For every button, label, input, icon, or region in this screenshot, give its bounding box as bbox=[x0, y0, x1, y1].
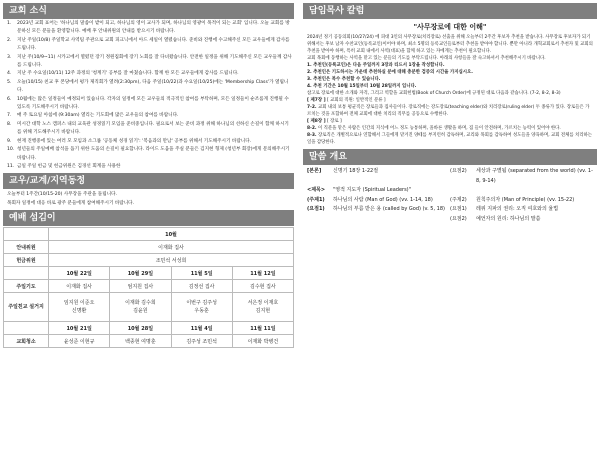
section-line bbox=[307, 132, 593, 146]
section-line bbox=[307, 104, 593, 118]
table-cell bbox=[4, 228, 49, 241]
outline-cell bbox=[333, 215, 450, 225]
clean-label: 교회청소 bbox=[4, 335, 49, 348]
section-text: [ 교회의 직원: 일반적인 분류 ] bbox=[327, 98, 386, 103]
section-label: [ 제7장 ] bbox=[307, 98, 326, 103]
offering-label: 헌금위원 bbox=[4, 254, 49, 267]
outline-cell: <제목> bbox=[307, 187, 326, 194]
outline-cell bbox=[307, 215, 333, 225]
outline-cell: "영적 지도자 (Spiritual Leaders)" bbox=[333, 187, 411, 194]
outline-cell: 세상과 구별됨 (separated from the world) (vv. 1-8, 9-14) bbox=[476, 168, 593, 184]
column-header: 담임목사 칼럼 bbox=[303, 3, 597, 19]
setup-cell: 서은정 이재호 김지현 bbox=[232, 293, 293, 322]
news-item-number: 1. bbox=[7, 21, 12, 26]
news-item-text: 미시간 대학 노스 캠퍼스 내의 교육관 성경읽기 모임을 준비중입니다. 필요로서 보는 준비 과정 위해 하나님의 선하신 손길이 함께 하시기를 위해 기도해주시기 바랍니다. bbox=[17, 121, 289, 136]
news-item-number: 9. bbox=[7, 138, 12, 144]
rule-line: 3. 추천인은 복수 추천할 수 있습니다. bbox=[307, 77, 381, 82]
mission-header: 교우/교계/지역동정 bbox=[3, 173, 294, 189]
outline-cell: (요점1) bbox=[307, 206, 325, 213]
mission-notes bbox=[3, 189, 294, 210]
mission-line: 목회자 일정에 대응 바로 광주 분들에게 참여해주시기 바랍니다. bbox=[7, 200, 135, 206]
date-cell: 10월 21일 bbox=[49, 322, 110, 335]
news-item-text: 지난 주(10/9~11) 시카고에서 열렸던 장기 정원집회에 장기 노회를 잘 다녀왔습니다. 안전한 일정을 위해 기도해주신 모든 교우들께 감사를 드립니다. bbox=[17, 54, 292, 69]
section-label: 8-3. bbox=[307, 133, 317, 138]
news-item bbox=[7, 20, 292, 37]
prayer-label: 주일기도 bbox=[4, 280, 49, 293]
prayer-cell: 김수현 집사 bbox=[232, 280, 293, 293]
section-label: 8-2. bbox=[307, 126, 317, 131]
news-item bbox=[7, 70, 292, 78]
outline-row bbox=[307, 215, 593, 225]
news-item-text: 청년들의 주일예배 참석을 돕기 위한 도움의 손길이 필요합니다. 라이드 도움을 주실 분들은 김지현 형제 (청년부 회장)에게 문의해주시기 바랍니다. bbox=[17, 147, 290, 161]
outline-cell bbox=[450, 186, 476, 196]
clean-cell: 백종현 여명훈 bbox=[110, 335, 171, 348]
right-column bbox=[303, 3, 597, 227]
outline-row bbox=[307, 186, 593, 196]
column-title: "사무장로에 대한 이해" bbox=[413, 23, 487, 31]
outline-cell: 예언자의 원리: 하나님의 말씀 bbox=[476, 215, 541, 222]
column-body bbox=[303, 34, 597, 146]
guide-value: 이재화 집사 bbox=[49, 241, 294, 254]
table-cell bbox=[4, 267, 49, 280]
setup-cell: 임지원 이준오 신명환 bbox=[49, 293, 110, 322]
outline-cell: 레위 지파의 권리: 오직 여호와의 율법 bbox=[476, 206, 559, 213]
mission-line: 오늘부터 1주간(10/15-20) 사무장을 주관을 돌립니다. bbox=[7, 192, 117, 198]
news-item-number: 7. bbox=[7, 113, 12, 119]
date-cell: 11월 5일 bbox=[171, 267, 232, 280]
news-item bbox=[7, 54, 292, 71]
section-text: 이 직분을 맡은 사람은 인간의 지식에 어느 정도 능통하며, 올바른 생활을 하며, 집 들이 안전하며, 가르치는 능력이 있어야 한다. bbox=[318, 126, 561, 131]
table-cell bbox=[4, 322, 49, 335]
section-line bbox=[307, 125, 593, 132]
date-cell: 11월 4일 bbox=[171, 322, 232, 335]
rule-line: 2. 추천인은 기도하시는 가운데 추천하실 분에 대해 충분한 검증의 시간을 가지십시오. bbox=[307, 70, 473, 75]
section-text: [ 장로 ] bbox=[327, 119, 342, 124]
intro-line: 참고로 장로에 대한 소개와 자격, 그리고 역할을 교회헌법(Book of Church Order)에 규정된 대로 다음과 같습니다. (7-2, 8-2, 8-3) bbox=[307, 91, 561, 96]
month-cell: 10월 bbox=[49, 228, 294, 241]
outline-cell: (주제2) bbox=[450, 196, 467, 203]
rule-line: 4. 추천 기간은 10월 15일부터 10월 28일까지 입니다. bbox=[307, 84, 417, 89]
news-list bbox=[3, 19, 294, 171]
news-item bbox=[7, 121, 292, 138]
date-cell: 11월 12일 bbox=[232, 267, 293, 280]
news-item-text: 지난 주 수요일(10/11) 12주 과정의 '청계기' 공부를 잘 마쳤습니다. 함께 한 모든 교우들에게 감사를 드립니다. bbox=[17, 71, 239, 77]
outline-cell: 신명기 18장 1-22절 bbox=[333, 168, 379, 174]
outline-row bbox=[307, 167, 593, 186]
section-line bbox=[307, 97, 593, 104]
setup-cell: 이재화 김수희 김윤원 bbox=[110, 293, 171, 322]
news-item bbox=[7, 146, 292, 163]
date-cell: 10월 22일 bbox=[49, 267, 110, 280]
news-item-number: 8. bbox=[7, 121, 12, 127]
outline-cell: (요점2) bbox=[450, 215, 467, 222]
setup-label: 주일친교 설거지 bbox=[4, 293, 49, 322]
section-line bbox=[307, 118, 593, 125]
news-item bbox=[7, 138, 292, 146]
date-cell: 11월 11일 bbox=[232, 322, 293, 335]
news-item bbox=[7, 112, 292, 120]
sermon-outline bbox=[303, 165, 597, 227]
prayer-cell: 엄지원 집사 bbox=[110, 280, 171, 293]
outline-cell: 하나님의 부름 받은 용 (called by God) (v. 5, 18) bbox=[333, 206, 445, 213]
offering-value: 조민석 서성희 bbox=[49, 254, 294, 267]
schedule-table bbox=[3, 227, 294, 348]
news-header: 교회 소식 bbox=[3, 3, 294, 19]
news-item bbox=[7, 79, 292, 96]
guide-label: 안내위원 bbox=[4, 241, 49, 254]
section-text: 장로직은 개별적으로나 연합해서 그들에게 맡겨진 양떼를 부지런히 감독하며, 교리와 목회를 감독하여 성도들을 양육하며, 교회 전체를 치리하는 일을 감당한다. bbox=[307, 133, 592, 145]
news-item-number: 6. bbox=[7, 96, 12, 102]
outline-cell: (주제1) bbox=[307, 196, 325, 203]
section-label: [ 제8장 ] bbox=[307, 119, 326, 124]
date-cell: 10월 28일 bbox=[110, 322, 171, 335]
section-label: 7-2. bbox=[307, 105, 317, 110]
news-item-number: 10. bbox=[7, 147, 15, 153]
rule-line: 1. 추천인(등록교인)은 다음 주일까지 3장과 티드서 1장을 작성합니다. bbox=[307, 63, 445, 68]
news-item-number: 3. bbox=[7, 54, 12, 60]
clean-cell: 이재화 박병건 bbox=[232, 335, 293, 348]
outline-header: 말씀 개요 bbox=[303, 149, 597, 165]
news-item-text: 현재 진행중에 있는 여러 모 모임과 소그룹 '공동체 성경 읽기': '복음과의 만남' 공부를 위해서 기도해주시기 바랍니다. bbox=[17, 138, 252, 144]
clean-cell: 윤성준 이현규 bbox=[49, 335, 110, 348]
outline-cell: [본론] bbox=[307, 168, 322, 174]
news-item-text: 지난 주일(10/8) 주일학교 사역팀 주관으로 교회 피크닉에서 아드 세일이 열렸습니다. 준비와 진행에 수고해주신 모든 교우들에게 감사를 드립니다. bbox=[17, 37, 290, 52]
outline-cell: 하나님의 사람 (Man of God) (vv. 1-14, 18) bbox=[333, 196, 433, 203]
news-item bbox=[7, 37, 292, 54]
outline-cell bbox=[476, 186, 593, 196]
news-item-number: 5. bbox=[7, 79, 12, 85]
paragraph: 교회 목회에 동행하는 사역을 맡고 있는 분들의 기도를 부탁드립니다. 아래의 사항들을 잘 숙고하셔서 추천해주시기 바랍니다. bbox=[307, 56, 546, 61]
outline-cell: 원칙주의자 (Man of Principle) (vv. 15-22) bbox=[476, 196, 575, 203]
news-item-number: 2. bbox=[7, 37, 12, 43]
section-text: 교회 내의 보통 평균직은 장로들과 집사들이다. 장로직에는 강도장로(teaching elder)와 치리장로(ruling elder) 두 종류가 있다. 장로들은 가르치는 것을 포함하여 전체 교회에 대한 치리의 직무를 공동으로 수행한다. bbox=[307, 105, 590, 117]
outline-row bbox=[307, 205, 593, 215]
news-item bbox=[7, 96, 292, 113]
date-cell: 10월 29일 bbox=[110, 267, 171, 280]
outline-cell: (요점2) bbox=[450, 168, 467, 174]
prayer-cell: 이재화 집사 bbox=[49, 280, 110, 293]
news-item-text: 2023년 교회 표어는 '하나님의 말씀이 밭이 되고, 하나님의 영이 교사가 되며, 하나님의 영광이 목적이 되는 교회' 입니다. 오늘 교회를 방문하신 모든 분들을 환영합니다. 예배 후 안내위원의 안내를 받으시기 바랍니다. bbox=[17, 21, 290, 35]
clean-cell: 김주성 조민석 bbox=[171, 335, 232, 348]
schedule-header: 예배 섬김이 bbox=[3, 210, 294, 226]
outline-cell: (요점1) bbox=[450, 206, 467, 213]
news-item-text: 금일 주일 헌금 및 헌금위원은 김경선 회계을 사용한 bbox=[17, 163, 121, 169]
setup-cell: 이번구 김주성 우동훈 bbox=[171, 293, 232, 322]
left-column bbox=[3, 3, 294, 348]
news-item-text: 매 주 토요일 아침에 (9:30am) 열리는 기도회에 많은 교우들의 참여를 바랍니다. bbox=[17, 113, 179, 119]
news-item-text: 10월에는 많은 일정들이 예정되어 있습니다. 각자의 일정에 모든 교우들의 적극적인 참여를 부탁하며, 모든 일정들이 순조롭게 진행될 수 있도록 기도해주시기 바랍니다. bbox=[17, 96, 289, 111]
news-item-number: 4. bbox=[7, 71, 12, 77]
prayer-cell: 김정선 집사 bbox=[171, 280, 232, 293]
outline-row bbox=[307, 196, 593, 206]
news-item bbox=[7, 163, 292, 171]
news-item-text: 오늘(10/15) 친교 후 본당에서 평가 제직회가 열려(2:30pm), 다음 주일(10/22)과 수요일(10/25)에는 'Membership Class'가 열립니다. bbox=[17, 79, 289, 94]
news-item-number: 11. bbox=[7, 163, 15, 169]
constitution-sections bbox=[307, 97, 593, 146]
paragraph: 2024년 정기 공동의회(10/27/24) 에 피대 3인의 사무장로(치리장로) 선출을 위해 오늘부터 2주간 후보자 추천을 받습니다. 사무장로 후보자가 되기 위해서는 후보 남자 수찬교인(등록교인)이어야 하며, 최소 5명의 등록교인들로부터 추천을 받아야 합니다. 뿐만 아니라 개혁교회로서 추천자 및 교회의 추천을 받아야 하며, 특히 교회 내에서 사역(대표)을 함께 하고 있는 자에게는 추천이 필요합니다. bbox=[307, 35, 593, 54]
